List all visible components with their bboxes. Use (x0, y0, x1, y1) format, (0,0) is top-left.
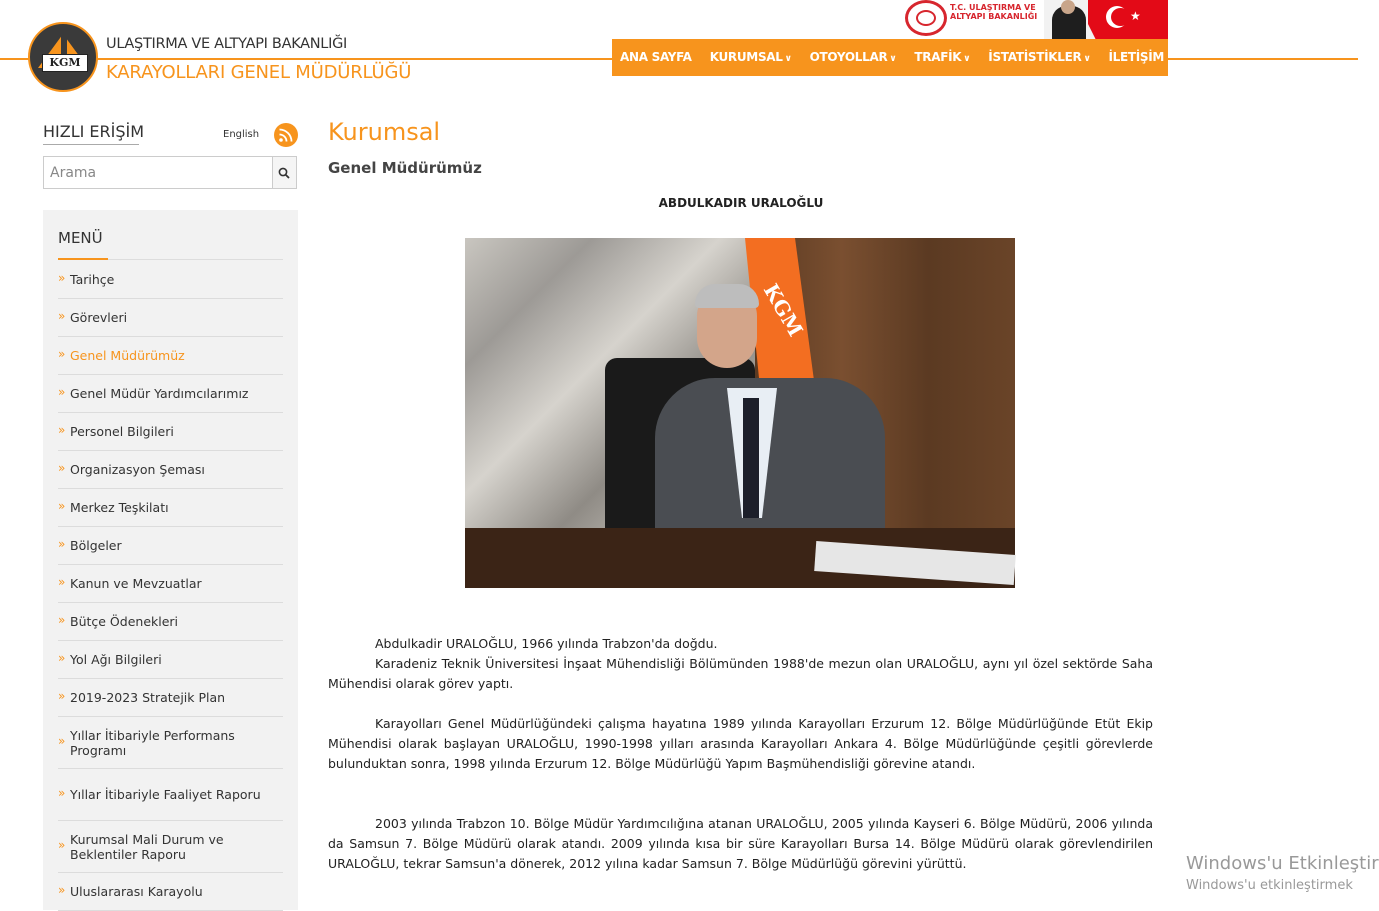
double-chevron-right-icon: » (58, 384, 66, 399)
double-chevron-right-icon: » (58, 733, 66, 748)
ministry-badge-line2: ALTYAPI BAKANLIĞI (950, 12, 1038, 21)
double-chevron-right-icon: » (58, 574, 66, 589)
photo-flag-text: KGM (758, 279, 808, 341)
menu-item-label: Uluslararası Karayolu (70, 884, 203, 899)
ataturk-flag-banner (1044, 0, 1168, 40)
quick-access-title: HIZLI ERİŞİM (43, 122, 145, 141)
nav-item-label: KURUMSAL (709, 50, 783, 64)
menu-item-label: Genel Müdür Yardımcılarımız (70, 386, 249, 401)
menu-item-label: Kurumsal Mali Durum ve Beklentiler Raporu (70, 831, 224, 862)
menu-item[interactable] (58, 873, 283, 911)
bio-paragraph: Karayolları Genel Müdürlüğündeki çalışma hayatına 1989 yılında Karayolları Erzurum 12. Bölge Müdürlüğünde Etüt Ekip Mühendisi olarak başlayan URALOĞLU, 1990-1998 yılları arasında Karayolları Ankara 4. Bölge Müdürlüğünde çeşitli görevlerde bulunduktan sonra, 1998 yılında Erzurum 12. Bölge Müdürlüğü Yapım Başmühendisliği görevine atandı. (328, 716, 1153, 771)
double-chevron-right-icon: » (58, 837, 66, 852)
director-photo (465, 238, 1015, 588)
ministry-name: ULAŞTIRMA VE ALTYAPI BAKANLIĞI (106, 36, 347, 52)
menu-item-label: Tarihçe (70, 272, 115, 287)
bio-spacer (328, 774, 1153, 814)
nav-item-3[interactable] (914, 39, 970, 78)
menu-item[interactable] (58, 489, 283, 527)
nav-item-0[interactable] (620, 39, 692, 78)
nav-item-label: OTOYOLLAR (809, 50, 888, 64)
chevron-down-icon: ∨ (1083, 54, 1091, 64)
menu-item[interactable] (58, 717, 283, 769)
menu-item[interactable] (58, 679, 283, 717)
double-chevron-right-icon: » (58, 346, 66, 361)
search-box (43, 156, 297, 189)
menu-item-label: Yol Ağı Bilgileri (70, 652, 162, 667)
photo-tie (743, 398, 759, 518)
flag-star-icon: ★ (1130, 9, 1141, 23)
menu-item[interactable] (58, 451, 283, 489)
double-chevron-right-icon: » (58, 650, 66, 665)
double-chevron-right-icon: » (58, 422, 66, 437)
search-icon (278, 167, 290, 179)
double-chevron-right-icon: » (58, 612, 66, 627)
menu-item-label: Bölgeler (70, 538, 122, 553)
side-menu (43, 210, 298, 910)
menu-item[interactable] (58, 603, 283, 641)
page-title: Kurumsal (328, 118, 441, 146)
ministry-badge[interactable] (950, 3, 1037, 21)
menu-item-label: 2019-2023 Stratejik Plan (70, 690, 226, 705)
menu-item[interactable] (58, 375, 283, 413)
double-chevron-right-icon: » (58, 536, 66, 551)
ataturk-head (1061, 0, 1075, 14)
nav-item-label: İLETİŞİM (1108, 50, 1165, 64)
menu-item-label: Kanun ve Mevzuatlar (70, 576, 202, 591)
bio-spacer (328, 694, 1153, 714)
kgm-logo[interactable] (28, 22, 98, 92)
menu-item-label: Genel Müdürümüz (70, 348, 185, 363)
menu-item[interactable] (58, 337, 283, 375)
double-chevron-right-icon: » (58, 688, 66, 703)
biography (328, 634, 1153, 874)
menu-item[interactable] (58, 299, 283, 337)
bio-paragraph: 2003 yılında Trabzon 10. Bölge Müdür Yardımcılığına atanan URALOĞLU, 2005 yılında Kayseri 6. Bölge Müdürü, 2006 yılında da Samsun 7. Bölge Müdürü olarak atandı. 2009 yılında kısa bir süre Karayolları Bursa 14. Bölge Müdürü olarak görevlendirilen URALOĞLU, tekrar Samsun'a dönerek, 2012 yılına kadar Samsun 7. Bölge Müdürlüğü görevini yürüttü. (328, 816, 1153, 871)
nav-item-2[interactable] (810, 39, 897, 78)
nav-item-1[interactable] (710, 39, 792, 78)
menu-item[interactable] (58, 641, 283, 679)
section-title: Genel Müdürümüz (328, 159, 482, 177)
chevron-down-icon: ∨ (889, 54, 897, 64)
menu-item[interactable] (58, 261, 283, 299)
ministry-badge-line1: T.C. ULAŞTIRMA VE (950, 3, 1036, 12)
logo-plate: KGM (42, 54, 88, 72)
menu-item-label: Yıllar İtibariyle Faaliyet Raporu (70, 787, 261, 802)
double-chevron-right-icon: » (58, 270, 66, 285)
menu-item-label: Personel Bilgileri (70, 424, 174, 439)
nav-item-label: İSTATİSTİKLER (988, 50, 1082, 64)
menu-item[interactable] (58, 527, 283, 565)
menu-item[interactable] (58, 821, 283, 873)
rss-button[interactable] (274, 123, 298, 147)
bio-paragraph: Abdulkadir URALOĞLU, 1966 yılında Trabzon'da doğdu. (375, 636, 718, 651)
nav-item-label: TRAFİK (914, 50, 962, 64)
menu-item[interactable] (58, 413, 283, 451)
menu-accent-bar (58, 258, 108, 260)
nav-list (612, 39, 1168, 78)
chevron-down-icon: ∨ (784, 54, 792, 64)
double-chevron-right-icon: » (58, 882, 66, 897)
menu-item[interactable] (58, 769, 283, 821)
chevron-down-icon: ∨ (963, 54, 971, 64)
search-input[interactable] (44, 157, 272, 188)
windows-activation-subtext: Windows'u etkinleştirmek (1186, 878, 1353, 893)
nav-item-5[interactable] (1108, 39, 1164, 78)
menu-item-label: Yıllar İtibariyle Performans Programı (70, 727, 235, 758)
rss-icon (279, 128, 293, 142)
double-chevron-right-icon: » (58, 785, 66, 800)
ministry-emblem-icon[interactable] (905, 0, 947, 36)
menu-item-label: Görevleri (70, 310, 128, 325)
double-chevron-right-icon: » (58, 498, 66, 513)
main-navbar (612, 39, 1168, 76)
flag-crescent-inner (1111, 8, 1130, 26)
directorate-name[interactable]: KARAYOLLARI GENEL MÜDÜRLÜĞÜ (106, 62, 412, 83)
english-link[interactable]: English (223, 129, 260, 140)
quick-access-underline (43, 144, 139, 145)
menu-item-label: Organizasyon Şeması (70, 462, 205, 477)
menu-list (58, 261, 283, 911)
menu-item-label: Bütçe Ödenekleri (70, 614, 179, 629)
menu-item-label: Merkez Teşkilatı (70, 500, 169, 515)
double-chevron-right-icon: » (58, 460, 66, 475)
menu-title: MENÜ (58, 229, 103, 247)
menu-item[interactable] (58, 565, 283, 603)
double-chevron-right-icon: » (58, 308, 66, 323)
person-name: ABDULKADIR URALOĞLU (658, 196, 824, 210)
search-button[interactable] (272, 157, 296, 188)
nav-item-4[interactable] (988, 39, 1090, 78)
photo-hair (695, 284, 759, 308)
nav-item-label: ANA SAYFA (620, 50, 692, 64)
windows-activation-watermark: Windows'u Etkinleştir (1186, 853, 1379, 874)
bio-paragraph: Karadeniz Teknik Üniversitesi İnşaat Mühendisliği Bölümünden 1988'de mezun olan URALOĞLU, aynı yıl özel sektörde Saha Mühendisi olarak görev yaptı. (328, 656, 1153, 691)
